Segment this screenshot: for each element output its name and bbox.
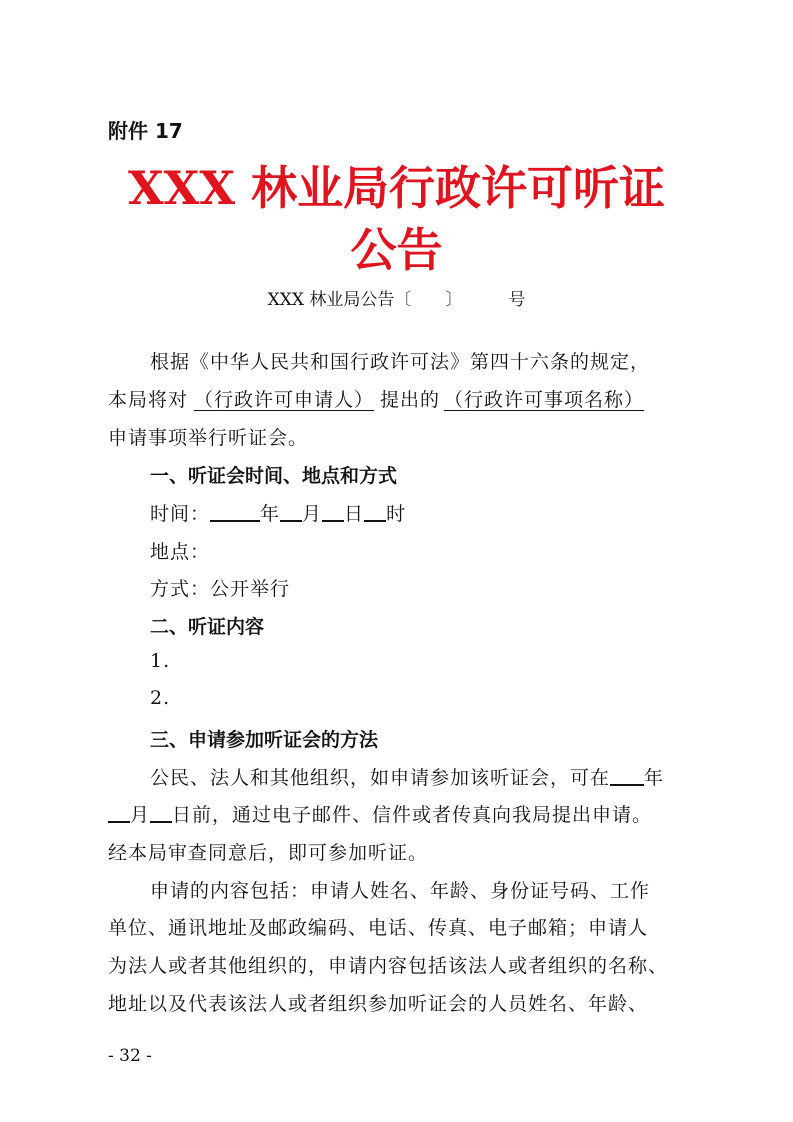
section1-heading: 一、听证会时间、地点和方式 — [150, 465, 398, 487]
s3-p1-line1-b: 年 — [644, 767, 665, 789]
content-item-1: 1. — [150, 650, 171, 672]
month-label: 月 — [302, 503, 323, 525]
s3-p1-line3: 经本局审查同意后，即可参加听证。 — [108, 842, 429, 864]
docno-prefix: XXX 林业局公告〔 — [267, 290, 412, 310]
hour-blank — [364, 500, 386, 522]
year-blank — [210, 500, 260, 522]
hour-label: 时 — [386, 503, 407, 525]
document-number — [0, 285, 793, 310]
applicant-field: （行政许可申请人） — [194, 389, 375, 411]
document-title-line1: XXX 林业局行政许可听证 — [127, 161, 666, 215]
section3-heading: 三、申请参加听证会的方法 — [150, 729, 379, 751]
time-label: 时间： — [150, 503, 211, 525]
item-name-field: （行政许可事项名称） — [444, 389, 645, 411]
month-blank — [280, 500, 302, 522]
s3-p1-line1 — [150, 763, 664, 790]
deadline-month-blank — [108, 801, 130, 823]
s3-p1-line2-a: 月 — [130, 804, 151, 826]
deadline-year-blank — [610, 764, 644, 786]
s3-p2-line3: 为法人或者其他组织的，申请内容包括该法人或者组织的名称、 — [108, 955, 669, 977]
s3-p1-line2-b: 日前，通过电子邮件、信件或者传真向我局提出申请。 — [172, 804, 653, 826]
intro-line1: 根据《中华人民共和国行政许可法》第四十六条的规定， — [150, 351, 651, 373]
s3-p1-line1-a: 公民、法人和其他组织，如申请参加该听证会，可在 — [150, 767, 611, 789]
day-label: 日 — [344, 503, 365, 525]
time-line — [150, 499, 406, 526]
year-label: 年 — [260, 503, 281, 525]
s3-p1-line2 — [108, 800, 652, 827]
page-number: - 32 - — [108, 1046, 152, 1066]
section2-heading: 二、听证内容 — [150, 616, 265, 638]
intro-line3: 申请事项举行听证会。 — [108, 427, 309, 449]
method-line: 方式：公开举行 — [150, 578, 291, 600]
s3-p2-line2: 单位、通讯地址及邮政编码、电话、传真、电子邮箱；申请人 — [108, 917, 649, 939]
day-blank — [322, 500, 344, 522]
attachment-label: 附件 17 — [108, 119, 183, 143]
intro-line2-a: 本局将对 — [108, 389, 189, 411]
s3-p2-line4: 地址以及代表该法人或者组织参加听证会的人员姓名、年龄、 — [108, 993, 649, 1015]
s3-p2-line1: 申请的内容包括：申请人姓名、年龄、身份证号码、工作 — [150, 880, 651, 902]
place-label: 地点： — [150, 541, 211, 563]
intro-line2-b: 提出的 — [380, 389, 441, 411]
content-item-2: 2. — [150, 687, 171, 709]
document-title-line2: 公告 — [350, 223, 443, 277]
intro-line2 — [108, 385, 644, 412]
docno-mid: 〕 — [445, 290, 463, 310]
docno-suffix: 号 — [508, 290, 526, 310]
deadline-day-blank — [150, 801, 172, 823]
